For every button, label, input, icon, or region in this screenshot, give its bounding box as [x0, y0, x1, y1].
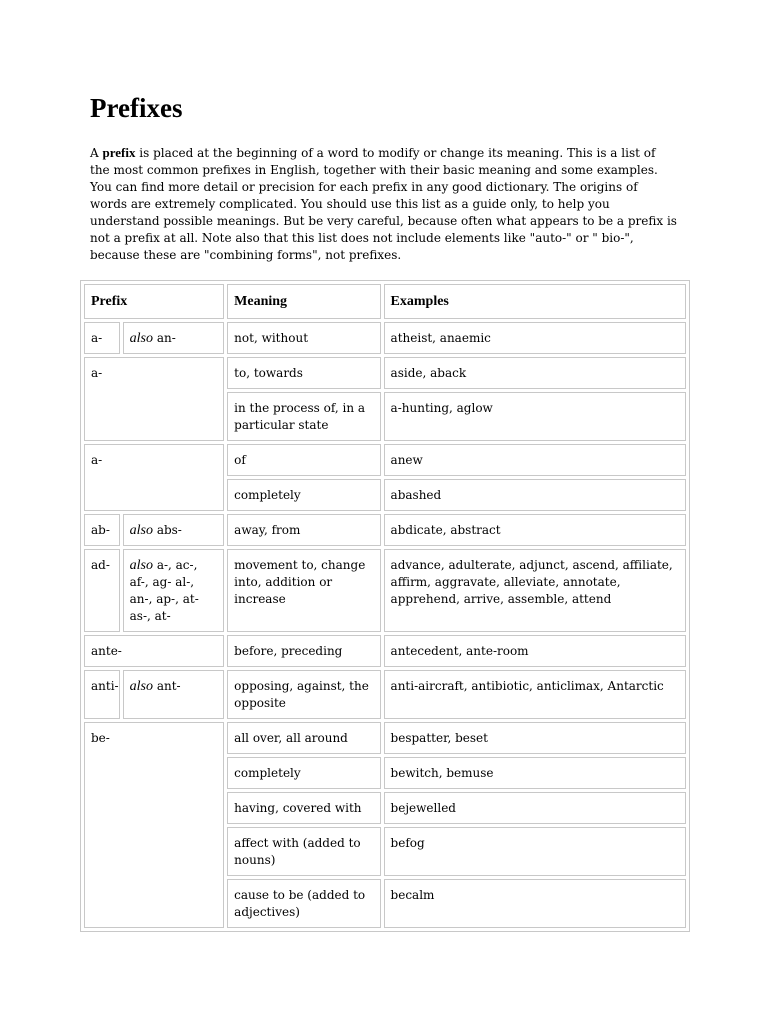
prefix-cell: ab- — [84, 514, 120, 546]
intro-text: is placed at the beginning of a word to modify or change its meaning. This is a list of — [135, 146, 656, 160]
also-cell — [123, 670, 225, 719]
header-examples: Examples — [384, 284, 686, 319]
meaning-cell: before, preceding — [227, 635, 380, 667]
meaning-cell: opposing, against, the opposite — [227, 670, 380, 719]
examples-cell: atheist, anaemic — [384, 322, 686, 354]
meaning-cell: having, covered with — [227, 792, 380, 824]
examples-cell: bespatter, beset — [384, 722, 686, 754]
header-meaning: Meaning — [227, 284, 380, 319]
table-row — [84, 722, 686, 754]
intro-line: words are extremely complicated. You should use this list as a guide only, to help you — [90, 197, 610, 211]
intro-line: the most common prefixes in English, together with their basic meaning and some examples. — [90, 163, 658, 177]
table-row — [84, 322, 686, 354]
prefix-table — [80, 280, 690, 932]
table-header-row — [84, 284, 686, 319]
prefix-cell: anti- — [84, 670, 120, 719]
intro-line: You can find more detail or precision for each prefix in any good dictionary. The origins of — [90, 180, 638, 194]
intro-line — [90, 144, 690, 162]
intro-text: A — [90, 146, 103, 160]
examples-cell: abashed — [384, 479, 686, 511]
intro-line: understand possible meanings. But be very careful, because often what appears to be a prefix is — [90, 214, 677, 228]
prefix-cell: a- — [84, 444, 224, 511]
prefix-cell: be- — [84, 722, 224, 928]
examples-cell: anti-aircraft, antibiotic, anticlimax, Antarctic — [384, 670, 686, 719]
meaning-cell: cause to be (added to adjectives) — [227, 879, 380, 928]
intro-paragraph — [90, 144, 690, 264]
examples-cell: befog — [384, 827, 686, 876]
table-row — [84, 635, 686, 667]
also-cell — [123, 322, 225, 354]
also-variants: abs- — [156, 523, 182, 537]
prefix-cell: a- — [84, 357, 224, 441]
also-label: also — [129, 523, 153, 538]
table-row — [84, 514, 686, 546]
also-variants: ant- — [156, 679, 181, 693]
intro-line: not a prefix at all. Note also that this list does not include elements like "auto-" or " bio-", — [90, 231, 634, 245]
examples-cell: antecedent, ante-room — [384, 635, 686, 667]
examples-cell: bejewelled — [384, 792, 686, 824]
meaning-cell: completely — [227, 479, 380, 511]
examples-cell: becalm — [384, 879, 686, 928]
header-prefix: Prefix — [84, 284, 224, 319]
also-cell — [123, 549, 225, 632]
table-row — [84, 670, 686, 719]
meaning-cell: movement to, change into, addition or increase — [227, 549, 380, 632]
meaning-cell: in the process of, in a particular state — [227, 392, 380, 441]
also-cell — [123, 514, 225, 546]
meaning-cell: all over, all around — [227, 722, 380, 754]
prefix-cell: a- — [84, 322, 120, 354]
meaning-cell: of — [227, 444, 380, 476]
also-label: also — [129, 558, 153, 573]
meaning-cell: away, from — [227, 514, 380, 546]
table-row — [84, 549, 686, 632]
table-row — [84, 357, 686, 389]
meaning-cell: completely — [227, 757, 380, 789]
also-label: also — [129, 679, 153, 694]
also-variants: a-, ac-, af-, ag- al-, an-, ap-, at- as-, at- — [129, 558, 199, 623]
also-label: also — [129, 331, 153, 346]
prefix-cell: ad- — [84, 549, 120, 632]
page-title: Prefixes — [90, 93, 183, 123]
meaning-cell: to, towards — [227, 357, 380, 389]
examples-cell: bewitch, bemuse — [384, 757, 686, 789]
meaning-cell: not, without — [227, 322, 380, 354]
prefix-cell: ante- — [84, 635, 224, 667]
examples-cell: a-hunting, aglow — [384, 392, 686, 441]
table-row — [84, 444, 686, 476]
examples-cell: aside, aback — [384, 357, 686, 389]
intro-bold-term: prefix — [102, 145, 136, 160]
examples-cell: anew — [384, 444, 686, 476]
meaning-cell: affect with (added to nouns) — [227, 827, 380, 876]
examples-cell: abdicate, abstract — [384, 514, 686, 546]
intro-line: because these are "combining forms", not prefixes. — [90, 248, 402, 262]
also-variants: an- — [156, 331, 176, 345]
examples-cell: advance, adulterate, adjunct, ascend, affiliate, affirm, aggravate, alleviate, annotate, apprehend, arrive, assemble, attend — [384, 549, 686, 632]
